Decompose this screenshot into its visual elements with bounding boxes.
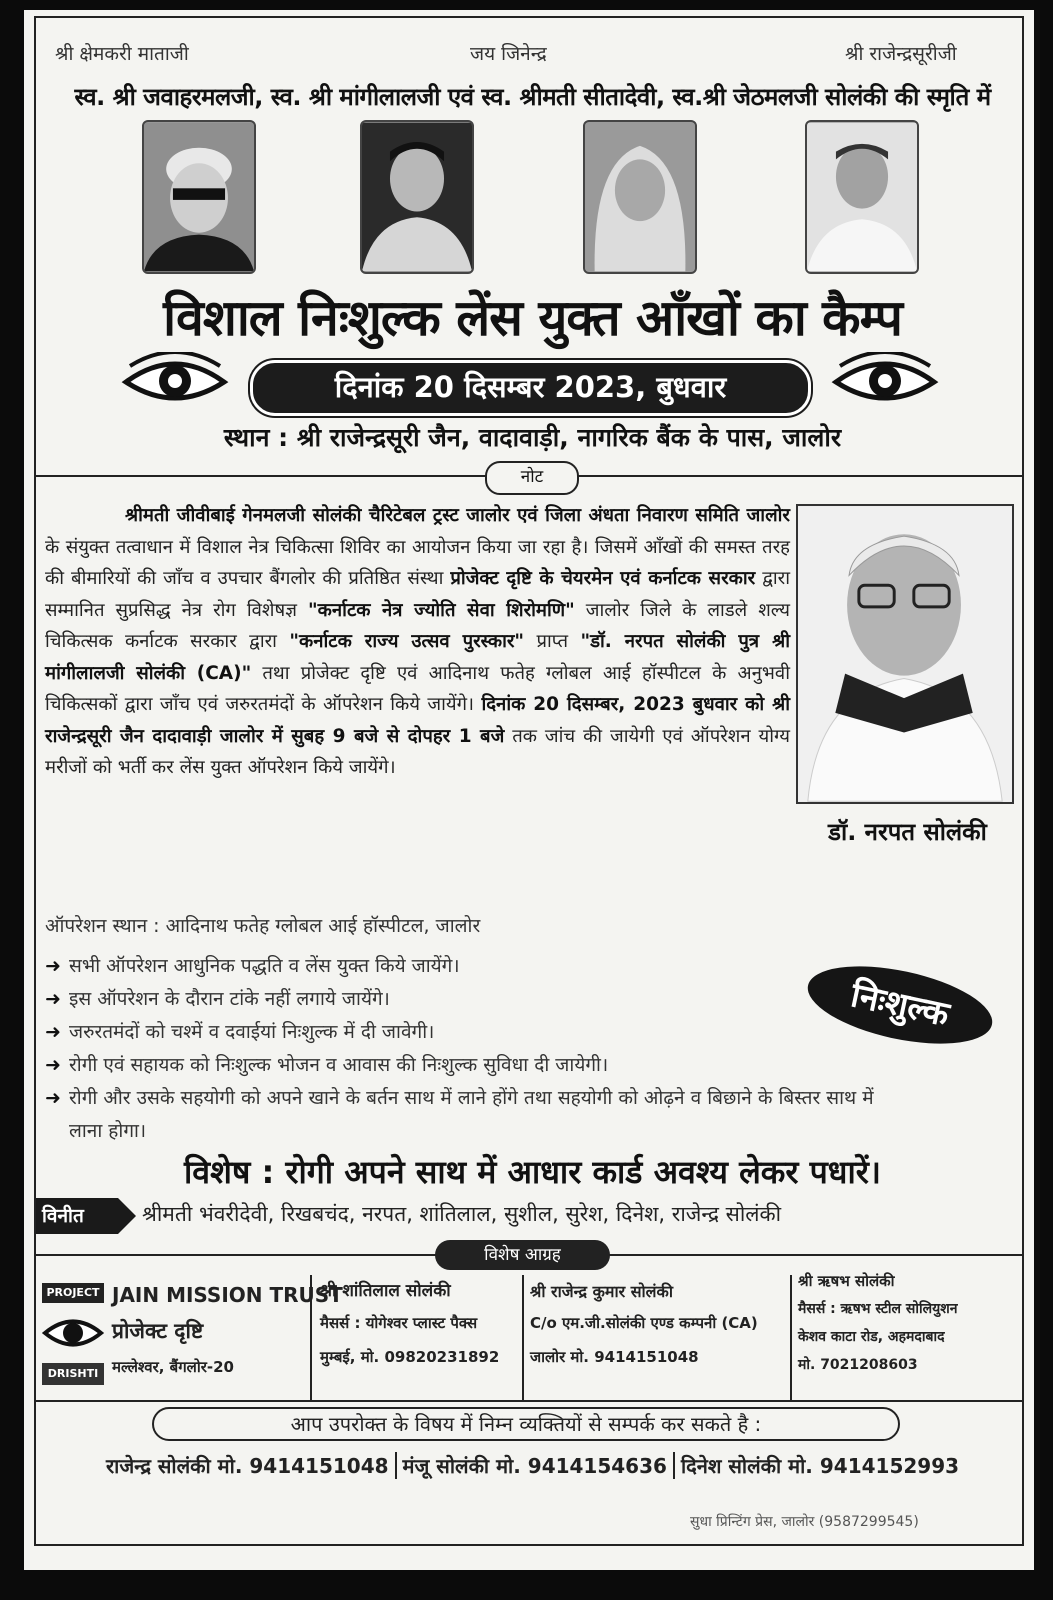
body-text: के संयुक्त तत्वाधान में विशाल नेत्र चिकित्सा शिविर का आयोजन किया जा रहा है। जिसमें आँखों की समस्त तरह की बीमारियों की जाँच व उपचार बैंगलोर की प्रतिष्ठित संस्था xyxy=(45,536,790,589)
eye-icon xyxy=(120,352,230,408)
doctor-credit-text: "डॉ. नरपत सोलंकी पुत्र श्री मांगीलालजी सोलंकी (CA)" xyxy=(45,631,790,684)
portrait-4 xyxy=(805,120,919,274)
project-label: PROJECT xyxy=(42,1283,104,1303)
sponsor-1-name: श्री शांतिलाल सोलंकी xyxy=(320,1281,451,1301)
trust-hindi-name: प्रोजेक्ट दृष्टि xyxy=(112,1319,204,1343)
operation-site: ऑपरेशन स्थान : आदिनाथ फतेह ग्लोबल आई हॉस्पीटल, जालोर xyxy=(45,915,481,937)
body-text: द्वारा सम्मानित सुप्रसिद्ध नेत्र रोग विशेषज्ञ xyxy=(45,568,790,621)
sponsor-2-name: श्री राजेन्द्र कुमार सोलंकी xyxy=(530,1282,673,1301)
list-item xyxy=(45,1049,895,1082)
arrow-icon: ➜ xyxy=(45,955,61,977)
portrait-2 xyxy=(360,120,474,274)
doctor-photo xyxy=(796,504,1014,804)
list-item xyxy=(45,950,895,983)
contact-1: राजेन्द्र सोलंकी मो. 9414151048 xyxy=(105,1454,389,1478)
sponsor-3-name: श्री ऋषभ सोलंकी xyxy=(798,1272,895,1290)
special-request-label: विशेष आग्रह xyxy=(435,1240,610,1270)
arrow-icon: ➜ xyxy=(45,988,61,1010)
list-item-text: रोगी एवं सहायक को निःशुल्क भोजन व आवास की निःशुल्क सुविधा दी जायेगी। xyxy=(69,1054,609,1076)
left-blessing: श्री क्षेमकरी माताजी xyxy=(55,43,189,65)
free-badge xyxy=(803,966,998,1044)
drishti-label: DRISHTI xyxy=(42,1363,104,1385)
sponsor-2-contact: जालोर मो. 9414151048 xyxy=(530,1348,699,1366)
vinit-label: विनीत xyxy=(42,1205,84,1227)
portrait-3 xyxy=(583,120,697,274)
press-credit: सुधा प्रिन्टिंग प्रेस, जालोर (9587299545) xyxy=(690,1514,919,1530)
special-note: विशेष : रोगी अपने साथ में आधार कार्ड अवश्य लेकर पधारें। xyxy=(184,1153,881,1191)
contact-intro: आप उपरोक्त के विषय में निम्न व्यक्तियों से सम्पर्क कर सकते है : xyxy=(152,1407,900,1441)
sponsor-3-firm: मैसर्स : ऋषभ स्टील सोलियुशन xyxy=(798,1301,958,1317)
list-item xyxy=(45,1016,895,1049)
contact-3: दिनेश सोलंकी मो. 9414152993 xyxy=(680,1454,960,1478)
list-item-text: इस ऑपरेशन के दौरान टांके नहीं लगाये जायेंगे। xyxy=(69,988,390,1010)
bullet-list xyxy=(45,950,895,1148)
divider xyxy=(34,1400,1024,1402)
trust-name-text: श्रीमती जीवीबाई गेनमलजी सोलंकी चैरिटेबल ट्रस्ट जालोर एवं जिला अंधता निवारण समिति जालोर xyxy=(125,505,790,526)
vinit-names: श्रीमती भंवरीदेवी, रिखबचंद, नरपत, शांतिलाल, सुशील, सुरेश, दिनेश, राजेन्द्र सोलंकी xyxy=(142,1202,782,1226)
arrow-icon: ➜ xyxy=(45,1087,61,1109)
separator xyxy=(395,1452,397,1479)
body-text: तक जांच की जायेगी एवं ऑपरेशन योग्य मरीजों को भर्ती कर लेंस युक्त ऑपरेशन किये जायेंगे। xyxy=(45,725,790,778)
eye-icon xyxy=(42,1308,104,1358)
date-badge: दिनांक 20 दिसम्बर 2023, बुधवार xyxy=(250,360,811,416)
portrait-1 xyxy=(142,120,256,274)
headline: विशाल निःशुल्क लेंस युक्त आँखों का कैम्प xyxy=(163,289,902,347)
arrow-icon: ➜ xyxy=(45,1021,61,1043)
sponsor-1-firm: मैसर्स : योगेश्वर प्लास्ट पैक्स xyxy=(320,1314,478,1332)
trust-name: JAIN MISSION TRUST xyxy=(112,1283,343,1307)
contact-2: मंजू सोलंकी मो. 9414154636 xyxy=(402,1454,667,1478)
body-text: प्राप्त xyxy=(524,631,581,652)
sponsor-2-firm: C/o एम.जी.सोलंकी एण्ड कम्पनी (CA) xyxy=(530,1314,758,1332)
right-blessing: श्री राजेन्द्रसूरीजी xyxy=(845,43,957,65)
body-text: तथा प्रोजेक्ट दृष्टि एवं आदिनाथ फतेह ग्लोबल आई हॉस्पीटल के अनुभवी चिकित्सकों द्वारा जाँच एवं जरुरतमंदों के ऑपरेशन किये जायेंगे। xyxy=(45,662,791,715)
trust-address: मल्लेश्वर, बैंगलोर-20 xyxy=(112,1358,234,1376)
award-text: "कर्नाटक नेत्र ज्योति सेवा शिरोमणि" xyxy=(308,599,575,621)
sponsor-3-address: केशव काटा रोड, अहमदाबाद xyxy=(798,1329,945,1345)
arrow-icon: ➜ xyxy=(45,1054,61,1076)
center-blessing: जय जिनेन्द्र xyxy=(470,43,547,65)
separator xyxy=(673,1452,675,1479)
sponsor-3-contact: मो. 7021208603 xyxy=(798,1357,918,1373)
body-text: जालोर जिले के लाडले शल्य चिकित्सक कर्नाटक सरकार द्वारा xyxy=(45,599,790,652)
eye-icon xyxy=(830,352,940,408)
note-label: नोट xyxy=(485,461,579,495)
award-text: "कर्नाटक राज्य उत्सव पुरस्कार" xyxy=(289,631,525,652)
list-item xyxy=(45,1082,895,1148)
camp-timing-text: दिनांक 20 दिसम्बर, 2023 बुधवार को श्री राजेन्द्रसूरी जैन दादावाड़ी जालोर में सुबह 9 बजे से दोपहर 1 बजे xyxy=(45,694,791,747)
list-item-text: जरुरतमंदों को चश्में व दवाईयां निःशुल्क में दी जावेगी। xyxy=(69,1021,435,1043)
free-badge-text: निःशुल्क xyxy=(847,975,953,1035)
body-paragraph xyxy=(45,500,790,784)
list-item-text: रोगी और उसके सहयोगी को अपने खाने के बर्तन साथ में लाने होंगे तथा सहयोगी को ओढ़ने व बिछाने के बिस्तर साथ में लाना होगा। xyxy=(69,1087,874,1142)
memorial-line: स्व. श्री जवाहरमलजी, स्व. श्री मांगीलालजी एवं स्व. श्रीमती सीतादेवी, स्व.श्री जेठमलजी सोलंकी की स्मृति में xyxy=(74,83,991,111)
list-item-text: सभी ऑपरेशन आधुनिक पद्धति व लेंस युक्त किये जायेंगे। xyxy=(69,955,460,977)
doctor-name: डॉ. नरपत सोलंकी xyxy=(828,818,987,846)
contact-numbers xyxy=(40,1452,1025,1479)
sponsor-1-contact: मुम्बई, मो. 09820231892 xyxy=(320,1348,500,1366)
list-item xyxy=(45,983,895,1016)
body-bold-text: प्रोजेक्ट दृष्टि के चेयरमेन एवं कर्नाटक सरकार xyxy=(450,568,756,589)
venue-line: स्थान : श्री राजेन्द्रसूरी जैन, वादावाड़ी, नागरिक बैंक के पास, जालोर xyxy=(223,423,842,452)
